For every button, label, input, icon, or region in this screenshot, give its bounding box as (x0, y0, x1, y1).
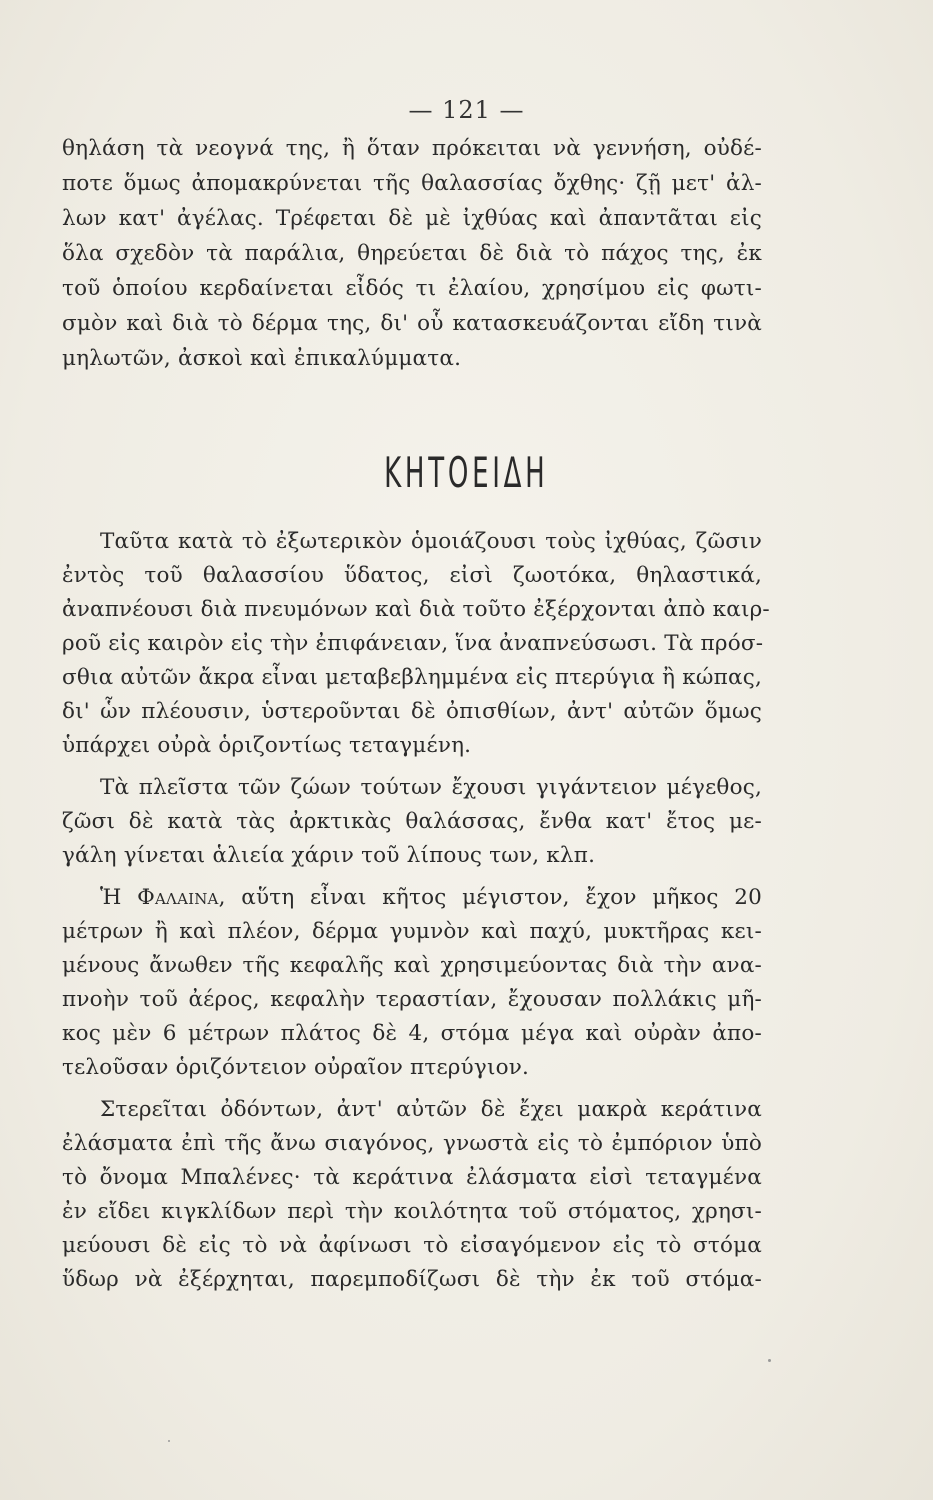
text-line: ὅλα σχεδὸν τὰ παράλια, θηρεύεται δὲ διὰ τὸ πάχος της, ἐκ (62, 241, 762, 266)
text-line: ἐλάσματα ἐπὶ τῆς ἄνω σιαγόνος, γνωστὰ εἰς τὸ ἐμπόριον ὑπὸ (62, 1131, 762, 1156)
text-line: ἀναπνέουσι διὰ πνευμόνων καὶ διὰ τοῦτο ἐξέρχονται ἀπὸ καιρ- (62, 597, 770, 622)
page-number: — 121 — (408, 96, 525, 124)
text-line: μεύουσι δὲ εἰς τὸ νὰ ἀφίνωσι τὸ εἰσαγόμενον εἰς τὸ στόμα (62, 1233, 762, 1258)
text-fragment: , αὕτη εἶναι κῆτος μέγιστον, ἔχον μῆκος 20 (218, 885, 762, 910)
text-line: μένους ἄνωθεν τῆς κεφαλῆς καὶ χρησιμεύοντας διὰ τὴν ανα- (62, 953, 762, 978)
text-line: τελοῦσαν ὁριζόντειον οὐραῖον πτερύγιον. (62, 1055, 530, 1080)
text-line: ποτε ὅμως ἀπομακρύνεται τῆς θαλασσίας ὄχθης· ζῇ μετ' ἀλ- (62, 171, 762, 196)
text-line: πνοὴν τοῦ ἀέρος, κεφαλὴν τεραστίαν, ἔχουσαν πολλάκις μῆ- (62, 987, 762, 1012)
text-line: Στερεῖται ὀδόντων, ἀντ' αὐτῶν δὲ ἔχει μακρὰ κεράτινα (100, 1097, 762, 1122)
text-line: Τὰ πλεῖστα τῶν ζώων τούτων ἔχουσι γιγάντειον μέγεθος, (100, 775, 762, 800)
text-line: σμὸν καὶ διὰ τὸ δέρμα της, δι' οὗ κατασκευάζονται εἴδη τινὰ (62, 311, 762, 336)
text-line: τοῦ ὁποίου κερδαίνεται εἶδός τι ἐλαίου, χρησίμου εἰς φωτι- (62, 276, 762, 301)
text-line: κος μὲν 6 μέτρων πλάτος δὲ 4, στόμα μέγα καὶ οὐρὰν ἀπο- (62, 1021, 762, 1046)
text-line: δι' ὧν πλέουσιν, ὑστεροῦνται δὲ ὀπισθίων, ἀντ' αὐτῶν ὅμως (62, 699, 762, 724)
text-line: ὕδωρ νὰ ἐξέρχηται, παρεμποδίζωσι δὲ τὴν ἐκ τοῦ στόμα- (62, 1267, 762, 1292)
text-line: μέτρων ἢ καὶ πλέον, δέρμα γυμνὸν καὶ παχύ, μυκτῆρας κει- (62, 919, 762, 944)
article-letter: Ἡ (100, 885, 138, 910)
text-line: σθια αὐτῶν ἄκρα εἶναι μεταβεβλημμένα εἰς πτερύγια ἢ κώπας, (62, 665, 762, 690)
text-line: ὑπάρχει οὐρὰ ὁριζοντίως τεταγμένη. (62, 733, 472, 758)
paper-speck (768, 1359, 771, 1362)
text-line: ροῦ εἰς καιρὸν εἰς τὴν ἐπιφάνειαν, ἵνα ἀναπνεύσωσι. Τὰ πρόσ- (62, 631, 764, 656)
text-line: τὸ ὄνομα Μπαλένες· τὰ κεράτινα ἐλάσματα εἰσὶ τεταγμένα (62, 1165, 762, 1190)
whale-term: Φαλαινα (137, 885, 219, 910)
paper-speck (168, 1440, 170, 1442)
text-line: μηλωτῶν, ἀσκοὶ καὶ ἐπικαλύμματα. (62, 346, 462, 371)
text-line: γάλη γίνεται ἁλιεία χάριν τοῦ λίπους των, κλπ. (62, 843, 596, 868)
text-line: ἐν εἴδει κιγκλίδων περὶ τὴν κοιλότητα τοῦ στόματος, χρησι- (62, 1199, 762, 1224)
text-line: θηλάση τὰ νεογνά της, ἢ ὅταν πρόκειται νὰ γεννήση, οὐδέ- (62, 136, 762, 161)
text-line: ἐντὸς τοῦ θαλασσίου ὕδατος, εἰσὶ ζωοτόκα, θηλαστικά, (62, 563, 762, 588)
text-line: λων κατ' ἀγέλας. Τρέφεται δὲ μὲ ἰχθύας καὶ ἀπαντᾶται εἰς (62, 206, 762, 231)
text-line (100, 880, 762, 916)
section-heading: ΚΗΤΟΕΙΔΗ (384, 448, 549, 497)
text-line: ζῶσι δὲ κατὰ τὰς ἀρκτικὰς θαλάσσας, ἔνθα κατ' ἔτος με- (62, 809, 762, 834)
text-line: Ταῦτα κατὰ τὸ ἐξωτερικὸν ὁμοιάζουσι τοὺς ἰχθύας, ζῶσιν (100, 529, 762, 554)
